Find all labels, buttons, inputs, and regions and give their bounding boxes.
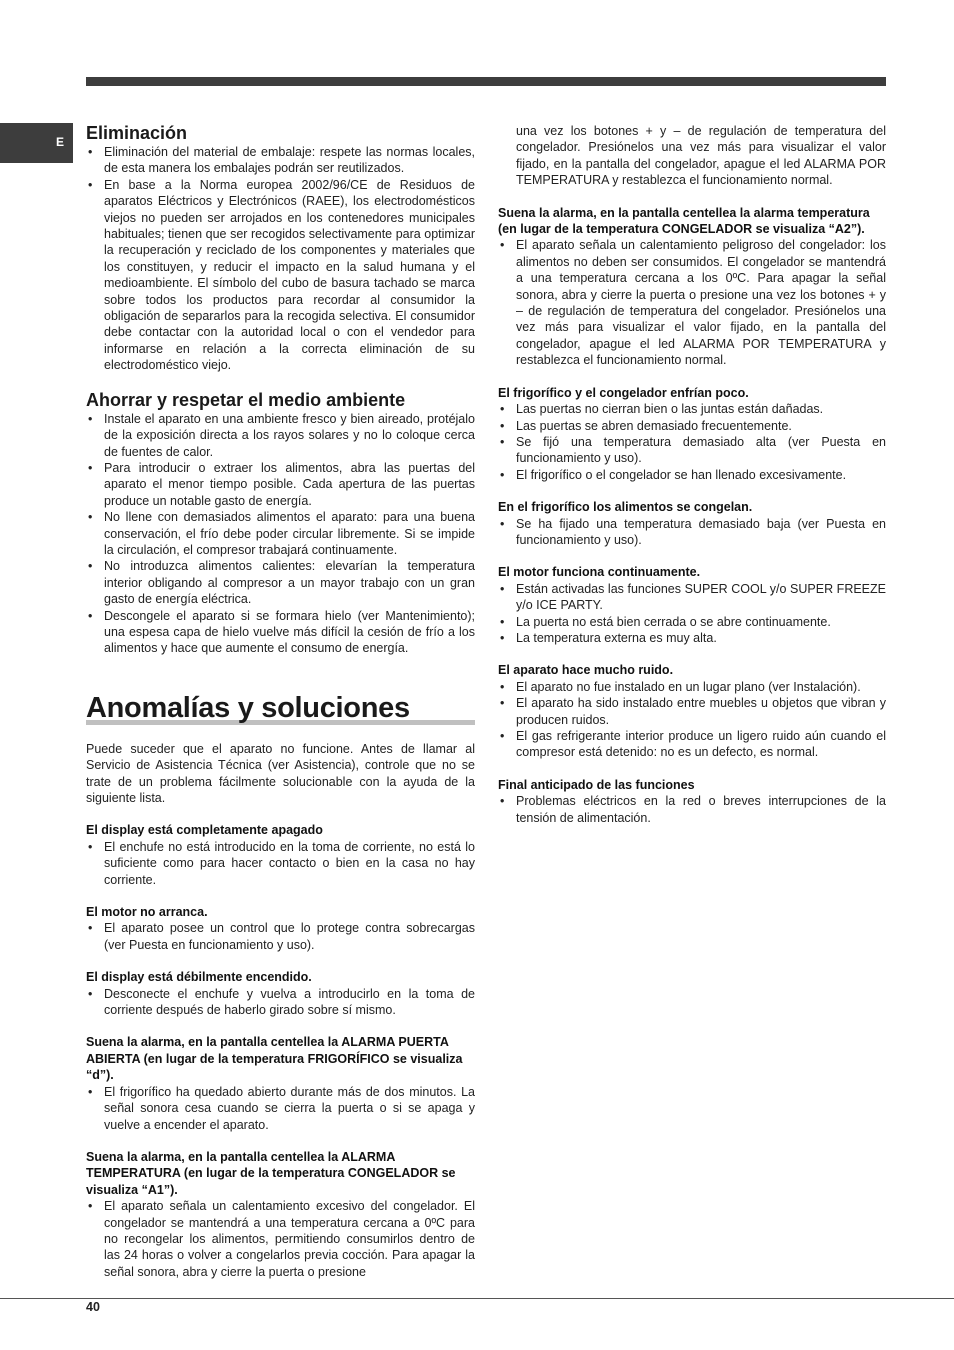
bullet-icon: • xyxy=(500,467,505,482)
list-item xyxy=(86,1198,475,1280)
list-item xyxy=(86,177,475,374)
problem-heading: El motor no arranca. xyxy=(86,905,208,920)
list-item-text: El aparato no fue instalado en un lugar plano (ver Instalación). xyxy=(516,679,861,694)
problems-right xyxy=(498,205,886,826)
list-item-text: Las puertas no cierran bien o las juntas están dañadas. xyxy=(516,402,824,417)
list-item-text: La puerta no está bien cerrada o se abre continuamente. xyxy=(516,614,831,629)
list-item-text: Las puertas se abren demasiado frecuentemente. xyxy=(516,418,792,433)
list-item-text: El gas refrigerante interior produce un ligero ruido aún cuando el compresor está detenido: no es un defecto, es normal. xyxy=(516,729,886,760)
bullet-icon: • xyxy=(88,921,93,936)
intro-paragraph: Puede suceder que el aparato no funcione. Antes de llamar al Servicio de Asistencia Técnica (ver Asistencia), controle que no se trate de un problema fácilmente solucionable con la ayuda de la siguiente lista. xyxy=(86,741,475,805)
list-item xyxy=(498,695,886,728)
problem-heading: El display está completamente apagado xyxy=(86,823,323,838)
problem-heading: Final anticipado de las funciones xyxy=(498,777,695,792)
problem-heading: El aparato hace mucho ruido. xyxy=(498,663,674,678)
bullet-icon: • xyxy=(500,238,505,253)
bullet-icon: • xyxy=(500,402,505,417)
bullet-icon: • xyxy=(88,145,93,159)
list-item xyxy=(498,418,886,434)
bullet-icon: • xyxy=(88,177,93,192)
problem-heading: En el frigorífico los alimentos se congelan. xyxy=(498,500,753,515)
continued-text: una vez los botones + y – de regulación de temperatura del congelador. Presiónelos una vez más para visualizar el valor fijado, en la pantalla del congelador, apague el led ALARMA POR TEMPERATURA y restablezca el funcionamiento normal. xyxy=(516,124,886,188)
bullet-icon: • xyxy=(500,630,505,645)
language-tab xyxy=(0,123,73,163)
list-item xyxy=(86,460,475,509)
solution-list xyxy=(498,793,886,826)
bullet-icon: • xyxy=(88,1199,93,1214)
list-item xyxy=(86,144,475,177)
list-item xyxy=(498,434,886,467)
list-item xyxy=(498,679,886,695)
solution-list xyxy=(498,516,886,549)
bullet-icon: • xyxy=(500,614,505,629)
list-item xyxy=(86,986,475,1019)
problem-heading: El frigorífico y el congelador enfrían poco. xyxy=(498,385,749,400)
list-item xyxy=(498,614,886,630)
list-item xyxy=(498,237,886,368)
list-item-text: Se ha fijado una temperatura demasiado baja (ver Puesta en funcionamiento y uso). xyxy=(516,516,886,547)
list-item-text: No llene con demasiados alimentos el aparato: para una buena conservación, el frío debe poder circular libremente. Si se impide la circulación, el compresor trabajará continuamente. xyxy=(104,510,475,557)
solution-list xyxy=(86,986,475,1019)
header-bar xyxy=(86,77,886,86)
list-item-text: El aparato señala un calentamiento excesivo del congelador. El congelador se mantendrá a una temperatura cercana a 0ºC para no recongelar los alimentos, permitiendo consumirlos dentro de las 24 horas o volver a congelarlos previa cocción. Para apagar la señal sonora, abra y cierre la puerta o presione xyxy=(104,1199,475,1279)
ahorrar-list xyxy=(86,411,475,657)
right-column xyxy=(498,123,886,826)
list-item-text: En base a la Norma europea 2002/96/CE de Residuos de aparatos Eléctricos y Electrónicos (RAEE), los electrodomésticos viejos no pueden ser arrojados en los contenedores municipales habituales; tienen que ser recogidos selectivamente para optimizar la recuperación y reciclado de los componentes y materiales que los constituyen, y reducir el impacto en la salud humana y el medioambiente. El símbolo del cubo de basura tachado se marca sobre todos los productos para recordar al consumidor la obligación de separarlos para la recogida selectiva. El consumidor debe contactar con la autoridad local o con el vendedor para informarse en relación a la correcta eliminación de su electrodoméstico viejo. xyxy=(104,177,475,373)
list-item-text: No introduzca alimentos calientes: elevarían la temperatura interior obligando al compresor a un mayor trabajo con un gran gasto de energía eléctrica. xyxy=(104,559,475,607)
problem-heading: El display está débilmente encendido. xyxy=(86,970,312,985)
solution-list xyxy=(86,920,475,953)
problem-heading: Suena la alarma, en la pantalla centellea la alarma temperatura (en lugar de la temperatura CONGELADOR se visualiza “A2”). xyxy=(498,205,870,237)
list-item xyxy=(498,630,886,646)
list-item xyxy=(498,467,886,483)
list-item xyxy=(498,401,886,417)
solution-list xyxy=(86,839,475,888)
problem-heading: Suena la alarma, en la pantalla centellea la ALARMA PUERTA ABIERTA (en lugar de la temperatura FRIGORÍFICO se visualiza “d”). xyxy=(86,1035,463,1083)
bullet-icon: • xyxy=(500,581,505,596)
bullet-icon: • xyxy=(88,839,93,854)
list-item xyxy=(86,920,475,953)
list-item xyxy=(498,793,886,826)
language-label: E xyxy=(56,135,65,149)
bullet-icon: • xyxy=(88,460,93,475)
problem-heading: Suena la alarma, en la pantalla centellea la ALARMA TEMPERATURA (en lugar de la temperatura CONGELADOR se visualiza “A1”). xyxy=(86,1149,456,1197)
list-item-text: Están activadas las funciones SUPER COOL y/o SUPER FREEZE y/o ICE PARTY. xyxy=(516,581,886,613)
solution-list xyxy=(498,401,886,483)
problem-heading: El motor funciona continuamente. xyxy=(498,565,701,580)
list-item xyxy=(498,516,886,549)
bullet-icon: • xyxy=(500,729,505,743)
bullet-icon: • xyxy=(500,679,505,694)
list-item-text: Problemas eléctricos en la red o breves interrupciones de la tensión de alimentación. xyxy=(516,794,886,825)
list-item-text: Descongele el aparato si se formara hielo (ver Mantenimiento); una espesa capa de hielo vuelve más difícil la cesión de frío a los alimentos y hace que aumente el consumo de energía. xyxy=(104,608,475,656)
left-column xyxy=(86,123,475,1280)
bullet-icon: • xyxy=(500,696,505,711)
page-number: 40 xyxy=(86,1300,100,1314)
solution-list xyxy=(498,679,886,761)
list-item-text: El aparato señala un calentamiento peligroso del congelador: los alimentos no deben ser consumidos. El congelador se mantendrá a una temperatura cercana a los 0ºC. Para apagar la señal sonora, abra y cierre la puerta o presione una vez los botones + y – de regulación de temperatura del congelador. Presiónelos una vez más para visualizar el valor fijado, en la pantalla del congelador, apague el led ALARMA POR TEMPERATURA y restablezca el funcionamiento normal. xyxy=(516,238,886,368)
list-item-text: El frigorífico o el congelador se han llenado excesivamente. xyxy=(516,467,847,482)
solution-list xyxy=(86,1084,475,1133)
list-item-text: La temperatura externa es muy alta. xyxy=(516,630,717,645)
list-item xyxy=(86,509,475,558)
list-item-text: Eliminación del material de embalaje: respete las normas locales, de esta manera los embalajes podrán ser reutilizados. xyxy=(104,145,475,176)
list-item xyxy=(86,1084,475,1133)
bullet-icon: • xyxy=(88,559,93,574)
bullet-icon: • xyxy=(500,516,505,531)
page-title: Anomalías y soluciones xyxy=(86,691,410,724)
bullet-icon: • xyxy=(88,510,93,525)
list-item-text: Para introducir o extraer los alimentos, abra las puertas del aparato el menor tiempo posible. Cada apertura de las puertas produce un notable gasto de energía. xyxy=(104,460,475,508)
list-item xyxy=(498,581,886,614)
list-item xyxy=(498,728,886,761)
list-item-text: Instale el aparato en una ambiente fresco y bien aireado, protéjalo de la exposición directa a los rayos solares y no lo coloque cerca de fuentes de calor. xyxy=(104,411,475,459)
list-item-text: Se fijó una temperatura demasiado alta (ver Puesta en funcionamiento y uso). xyxy=(516,434,886,466)
footer-rule xyxy=(0,1298,954,1299)
list-item-text: El aparato ha sido instalado entre muebles u objetos que vibran y producen ruidos. xyxy=(516,696,886,727)
list-item-text: El aparato posee un control que lo protege contra sobrecargas (ver Puesta en funcionamiento y uso). xyxy=(104,921,475,952)
problems-left xyxy=(86,822,475,1280)
list-item-text: El frigorífico ha quedado abierto durante más de dos minutos. La señal sonora cesa cuando se cierra la puerta o si se apaga y vuelve a encender el aparato. xyxy=(104,1084,475,1132)
list-item xyxy=(86,608,475,657)
bullet-icon: • xyxy=(500,418,505,433)
section-title-ahorrar: Ahorrar y respetar el medio ambiente xyxy=(86,389,406,410)
bullet-icon: • xyxy=(88,411,93,426)
list-item xyxy=(86,411,475,460)
bullet-icon: • xyxy=(88,986,93,1001)
list-item-text: El enchufe no está introducido en la toma de corriente, no está lo suficiente como para hacer contacto o bien en la casa no hay corriente. xyxy=(104,839,475,887)
bullet-icon: • xyxy=(500,794,505,809)
solution-list xyxy=(498,581,886,647)
list-item-text: Desconecte el enchufe y vuelva a introducirlo en la toma de corriente después de haberlo girado sobre sí mismo. xyxy=(104,986,475,1018)
list-item xyxy=(86,558,475,607)
solution-list xyxy=(86,1198,475,1280)
eliminacion-list xyxy=(86,144,475,374)
bullet-icon: • xyxy=(88,608,93,623)
bullet-icon: • xyxy=(500,434,505,449)
list-item xyxy=(86,839,475,888)
solution-list xyxy=(498,237,886,368)
bullet-icon: • xyxy=(88,1084,93,1099)
section-title-eliminacion: Eliminación xyxy=(86,123,188,143)
